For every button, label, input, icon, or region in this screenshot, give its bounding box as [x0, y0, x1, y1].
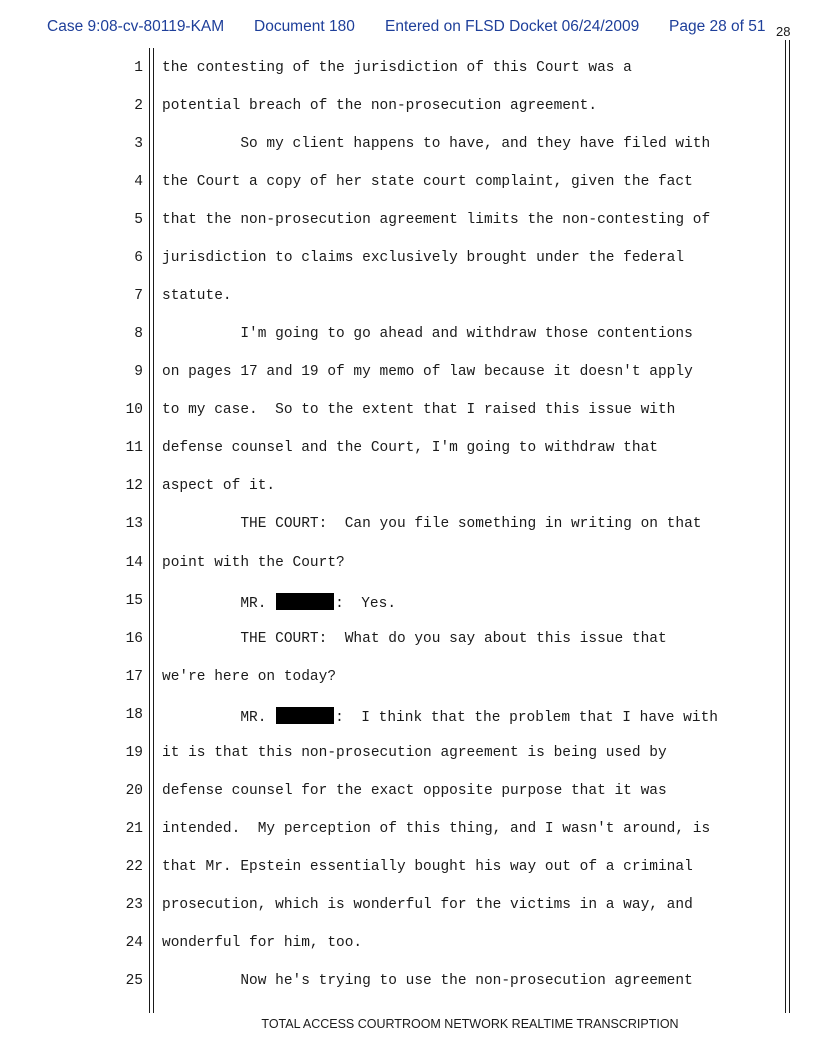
transcription-footer: TOTAL ACCESS COURTROOM NETWORK REALTIME TRANSCRIPTION — [261, 1017, 679, 1031]
line-number: 20 — [125, 782, 143, 799]
transcript-line: wonderful for him, too. — [162, 934, 363, 951]
line-number: 10 — [125, 402, 143, 419]
transcript-line: the contesting of the jurisdiction of this Court was a — [162, 60, 632, 76]
transcript-line: So my client happens to have, and they have filed with — [162, 136, 711, 153]
line-number: 16 — [125, 630, 143, 647]
line-number: 19 — [125, 744, 143, 761]
line-number: 22 — [125, 858, 143, 875]
transcript-line: I'm going to go ahead and withdraw those contentions — [162, 326, 693, 343]
redaction-bar — [276, 707, 334, 724]
transcript-line: Now he's trying to use the non-prosecution agreement — [162, 972, 693, 989]
transcript-line: jurisdiction to claims exclusively brought under the federal — [162, 250, 685, 267]
line-number: 17 — [125, 668, 143, 685]
transcript-line: THE COURT: What do you say about this issue that — [162, 630, 667, 647]
redaction-bar — [276, 593, 334, 610]
transcript-line: it is that this non-prosecution agreement is being used by — [162, 744, 667, 761]
line-number: 4 — [134, 174, 143, 191]
line-number: 2 — [134, 98, 143, 115]
right-margin-rule-inner — [789, 40, 790, 1013]
transcript-line: the Court a copy of her state court complaint, given the fact — [162, 174, 693, 191]
transcript-line: defense counsel for the exact opposite purpose that it was — [162, 782, 667, 799]
transcript-line: THE COURT: Can you file something in writing on that — [162, 516, 702, 533]
line-number: 25 — [125, 972, 143, 989]
line-number: 24 — [125, 934, 143, 951]
transcript-line: point with the Court? — [162, 554, 345, 571]
left-margin-rule-inner — [153, 48, 154, 1013]
line-number: 14 — [125, 554, 143, 571]
line-number: 9 — [134, 364, 143, 381]
speaker-statement: : Yes. — [335, 595, 397, 612]
line-number: 11 — [125, 440, 143, 457]
line-number: 5 — [134, 212, 143, 229]
speaker-statement: : I think that the problem that I have with — [335, 709, 718, 726]
line-number: 3 — [134, 136, 143, 153]
transcript-line: statute. — [162, 288, 232, 305]
line-number: 7 — [134, 288, 143, 305]
transcript-line: intended. My perception of this thing, and I wasn't around, is — [162, 820, 711, 837]
transcript-line — [162, 707, 718, 726]
line-number: 12 — [125, 478, 143, 495]
transcript-line: to my case. So to the extent that I raised this issue with — [162, 402, 676, 419]
document-number: Document 180 — [254, 18, 355, 35]
transcript-line: on pages 17 and 19 of my memo of law because it doesn't apply — [162, 364, 693, 381]
line-number: 23 — [125, 896, 143, 913]
case-number: Case 9:08-cv-80119-KAM — [47, 18, 225, 35]
transcript-line: that Mr. Epstein essentially bought his way out of a criminal — [162, 858, 693, 875]
transcript-line: aspect of it. — [162, 478, 276, 495]
transcript-line: we're here on today? — [162, 668, 337, 685]
line-number: 1 — [134, 60, 143, 76]
transcript-line: potential breach of the non-prosecution agreement. — [162, 98, 598, 115]
left-margin-rule — [149, 48, 150, 1013]
transcript-page-number: 28 — [776, 24, 791, 39]
transcript-line: prosecution, which is wonderful for the victims in a way, and — [162, 896, 693, 913]
transcript-line: defense counsel and the Court, I'm going to withdraw that — [162, 440, 658, 457]
line-number: 18 — [125, 706, 143, 723]
line-number: 6 — [134, 250, 143, 267]
page-count: Page 28 of 51 — [669, 18, 766, 35]
transcript-line — [162, 593, 396, 612]
transcript-line: that the non-prosecution agreement limits the non-contesting of — [162, 212, 711, 229]
speaker-prefix: MR. — [162, 595, 276, 612]
line-number: 13 — [125, 516, 143, 533]
docket-header — [0, 18, 816, 40]
docket-entry-date: Entered on FLSD Docket 06/24/2009 — [385, 18, 640, 35]
line-number: 8 — [134, 326, 143, 343]
right-margin-rule — [785, 40, 786, 1013]
speaker-prefix: MR. — [162, 709, 276, 726]
line-number: 15 — [125, 592, 143, 609]
line-number: 21 — [125, 820, 143, 837]
